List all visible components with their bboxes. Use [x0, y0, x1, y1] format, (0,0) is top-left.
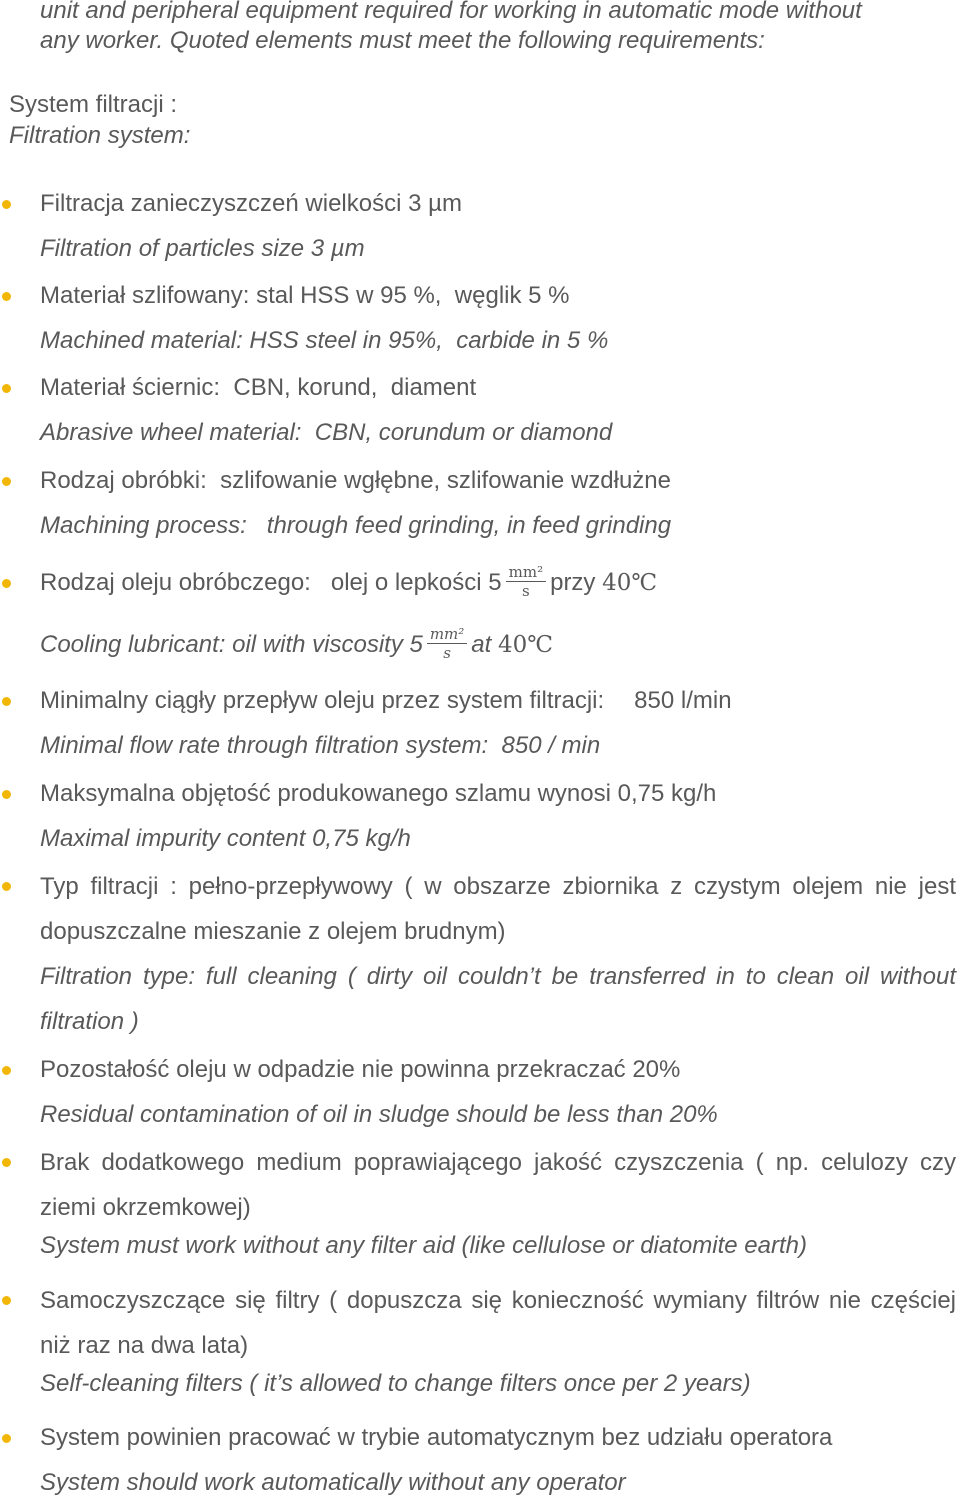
item-en-prefix: Cooling lubricant: oil with viscosity 5 [40, 631, 423, 658]
item-en: Maximal impurity content 0,75 kg/h [40, 825, 411, 852]
fraction-numerator: mm² [427, 625, 467, 644]
bullet-icon [2, 1066, 11, 1075]
bullet-icon [2, 384, 11, 393]
list-item [0, 466, 956, 541]
bullet-icon [2, 200, 11, 209]
item-pl: Rodzaj obróbki: szlifowanie wgłębne, szlifowanie wzdłużne [40, 467, 671, 494]
list-item [0, 281, 956, 356]
item-pl [40, 686, 956, 716]
bullet-icon [2, 697, 11, 706]
flow-value: 850 l/min [634, 687, 732, 714]
list-item [0, 1147, 956, 1261]
list-item [0, 1285, 956, 1399]
item-pl-label: Minimalny ciągły przepływ oleju przez system filtracji: [40, 687, 605, 714]
list-item [0, 779, 956, 854]
list-item [0, 1423, 956, 1498]
intro-line-1: unit and peripheral equipment required for working in automatic mode without [40, 0, 862, 24]
fraction-denominator: s [443, 643, 451, 662]
item-pl: Typ filtracji : pełno-przepływowy ( w obszarze zbiornika z czystym olejem nie jest dopuszczalne mieszanie z olejem brudnym) [40, 873, 956, 945]
intro-line-2: any worker. Quoted elements must meet the following requirements: [40, 27, 765, 54]
item-pl: Maksymalna objętość produkowanego szlamu wynosi 0,75 kg/h [40, 780, 717, 807]
item-en: Filtration of particles size 3 µm [40, 235, 365, 262]
list-item [0, 557, 956, 671]
item-en: Residual contamination of oil in sludge should be less than 20% [40, 1101, 718, 1128]
item-en: Filtration type: full cleaning ( dirty oil couldn’t be transferred in to clean oil without filtration ) [40, 963, 956, 1035]
item-en-suffix: at [471, 631, 492, 658]
item-pl: System powinien pracować w trybie automatycznym bez udziału operatora [40, 1424, 833, 1451]
list-item [0, 686, 956, 761]
item-pl-prefix: Rodzaj oleju obróbczego: olej o lepkości 5 [40, 569, 502, 596]
item-en: Abrasive wheel material: CBN, corundum or diamond [40, 419, 613, 446]
item-en-formula [40, 619, 956, 671]
list-item [0, 373, 956, 448]
item-pl-suffix: przy [550, 569, 596, 596]
temperature-value: 40℃ [602, 570, 658, 596]
item-pl: Materiał szlifowany: stal HSS w 95 %, węglik 5 % [40, 282, 570, 309]
item-pl-formula [40, 557, 956, 609]
item-pl: Materiał ściernic: CBN, korund, diament [40, 374, 477, 401]
fraction-numerator: mm² [506, 563, 546, 582]
bullet-icon [2, 1434, 11, 1443]
list-item [0, 1055, 956, 1130]
item-en: System should work automatically without any operator [40, 1469, 626, 1496]
temperature-value: 40℃ [497, 632, 553, 658]
item-pl: Brak dodatkowego medium poprawiającego jakość czyszczenia ( np. celulozy czy ziemi okrzemkowej) [40, 1149, 956, 1221]
intro-paragraph [40, 0, 956, 56]
list-item [0, 189, 956, 264]
heading-pl: System filtracji : [9, 91, 178, 118]
item-pl: Filtracja zanieczyszczeń wielkości 3 µm [40, 190, 462, 217]
viscosity-fraction [506, 563, 546, 600]
heading-en: Filtration system: [9, 122, 191, 149]
bullet-icon [2, 477, 11, 486]
item-en: Machining process: through feed grinding, in feed grinding [40, 512, 672, 539]
bullet-icon [2, 882, 11, 891]
fraction-denominator: s [522, 581, 530, 600]
bullet-icon [2, 292, 11, 301]
bullet-icon [2, 1158, 11, 1167]
item-en: Machined material: HSS steel in 95%, carbide in 5 % [40, 327, 609, 354]
item-pl: Samoczyszczące się filtry ( dopuszcza się konieczność wymiany filtrów nie częściej niż raz na dwa lata) [40, 1287, 956, 1359]
section-heading [9, 90, 190, 151]
item-pl: Pozostałość oleju w odpadzie nie powinna przekraczać 20% [40, 1056, 681, 1083]
item-en: System must work without any filter aid (like cellulose or diatomite earth) [40, 1232, 807, 1259]
viscosity-fraction [427, 625, 467, 662]
bullet-icon [2, 790, 11, 799]
list-item [0, 871, 956, 1044]
item-en: Self-cleaning filters ( it’s allowed to change filters once per 2 years) [40, 1370, 751, 1397]
item-en: Minimal flow rate through filtration system: 850 / min [40, 732, 601, 759]
bullet-icon [2, 1296, 11, 1305]
bullet-icon [2, 579, 11, 588]
